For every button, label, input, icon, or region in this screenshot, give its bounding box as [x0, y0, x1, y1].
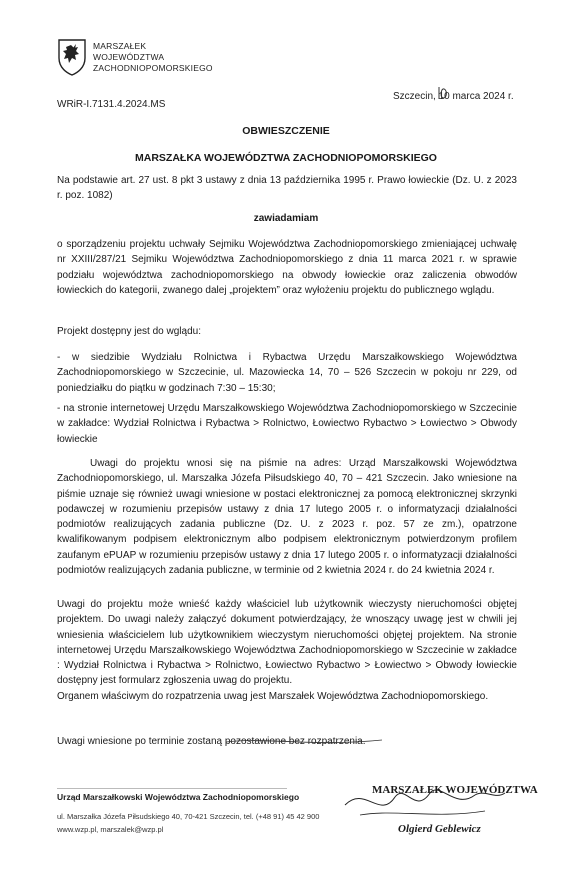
organization-name — [93, 41, 213, 74]
place-and-date: Szczecin, 10 marca 2024 r. — [393, 91, 514, 102]
handwritten-underline-mark — [224, 735, 384, 749]
footer-address: ul. Marszałka Józefa Piłsudskiego 40, 70-421 Szczecin, tel. (+48 91) 45 42 900 — [57, 812, 320, 821]
footer-divider — [57, 788, 287, 789]
availability-item-office: - w siedzibie Wydziału Rolnictwa i Rybactwa Urzędu Marszałkowskiego Województwa Zachodniopomorskiego w Szczecinie, ul. Mazowiecka 14, 70 – 526 Szczecin w pokoju nr 229, od poniedziałku do piątku w godzinach 7:30 – 15:30; — [57, 352, 517, 394]
footer-institution: Urząd Marszałkowski Województwa Zachodniopomorskiego — [57, 792, 300, 802]
remarks-paragraph: Uwagi do projektu wnosi się na piśmie na adres: Urząd Marszałkowski Województwa Zachodniopomorskiego, ul. Marszałka Józefa Piłsudskiego 40, 70 – 421 Szczecin. Jako wniesione na piśmie uznaje się również uwagi wniesione w postaci elektronicznej za pomocą elektronicznej skrzynki podawczej w rozumieniu przepisów ustawy z dnia 17 lutego 2005 r. o informatyzacji działalności podmiotów realizujących zadania publiczne (Dz. U. z 2023 r. poz. 57 ze zm.), opatrzone kwalifikowanym podpisem elektronicznym albo podpisem elektronicznym potwierdzonym profilem zaufanym ePUAP w rozumieniu przepisów ustawy z dnia 17 lutego 2005 r. o informatyzacji działalności podmiotów realizujących zadania publiczne, w terminie od 2 kwietnia 2024 r. do 24 kwietnia 2024 r. — [57, 458, 517, 577]
document-reference: WRiR-I.7131.4.2024.MS — [57, 99, 166, 110]
document-subtitle: MARSZAŁKA WOJEWÓDZTWA ZACHODNIOPOMORSKIEGO — [135, 152, 437, 164]
late-submissions-note: Uwagi wniesione po terminie zostaną pozostawione bez rozpatrzenia. — [57, 736, 366, 747]
availability-item-website: - na stronie internetowej Urzędu Marszałkowskiego Województwa Zachodniopomorskiego w Szczecinie w zakładce: Wydział Rolnictwa i Rybactwa > Rolnictwo, Łowiectwo Rybactwo > Łowiectwo > Obwody łowieckie — [57, 403, 517, 445]
org-line-3: ZACHODNIOPOMORSKIEGO — [93, 63, 213, 73]
eligibility-paragraph: Uwagi do projektu może wnieść każdy właściciel lub użytkownik wieczysty nieruchomości objętej projektem. Do uwagi należy załączyć dokument potwierdzający, że wnoszący uwagę jest w chwili jej wniesienia właścicielem lub użytkownikiem wieczystym nieruchomości objętej projektem. Na stronie internetowej Urzędu Marszałkowskiego Województwa Zachodniopomorskiego w Szczecinie w zakładce : Wydział Rolnictwa i Rybactwa > Rolnictwo, Łowiectwo Rybactwo > Łowiectwo > Obwody łowieckie dostępny jest formularz zgłoszenia uwag do projektu. — [57, 599, 517, 687]
stamp-signatory-name: Olgierd Geblewicz — [398, 823, 481, 835]
authority-paragraph: Organem właściwym do rozpatrzenia uwag jest Marszałek Województwa Zachodniopomorskiego. — [57, 691, 489, 702]
org-line-1: MARSZAŁEK — [93, 41, 147, 51]
footer-contact: www.wzp.pl, marszalek@wzp.pl — [57, 825, 164, 834]
document-title: OBWIESZCZENIE — [242, 125, 330, 137]
handwritten-date-mark — [436, 83, 450, 103]
org-line-2: WOJEWÓDZTWA — [93, 52, 165, 62]
availability-heading: Projekt dostępny jest do wglądu: — [57, 326, 201, 337]
intro-paragraph: o sporządzeniu projektu uchwały Sejmiku Województwa Zachodniopomorskiego zmieniającej uchwałę nr XXIII/287/21 Sejmiku Województwa Zachodniopomorskiego z dnia 11 marca 2021 r. w sprawie podziału województwa zachodniopomorskiego na obwody łowieckie oraz zaliczenia obwodów łowieckich do kategorii, zwanego dalej „projektem” oraz wyłożeniu projektu do publicznego wglądu. — [57, 239, 517, 296]
griffin-emblem-icon — [57, 38, 87, 76]
announce-word: zawiadamiam — [253, 213, 319, 224]
legal-basis-paragraph: Na podstawie art. 27 ust. 8 pkt 3 ustawy z dnia 13 października 1995 r. Prawo łowieckie (Dz. U. z 2023 r. poz. 1082) — [57, 175, 517, 202]
stamp-title: MARSZAŁEK WOJEWÓDZTWA — [372, 784, 538, 796]
